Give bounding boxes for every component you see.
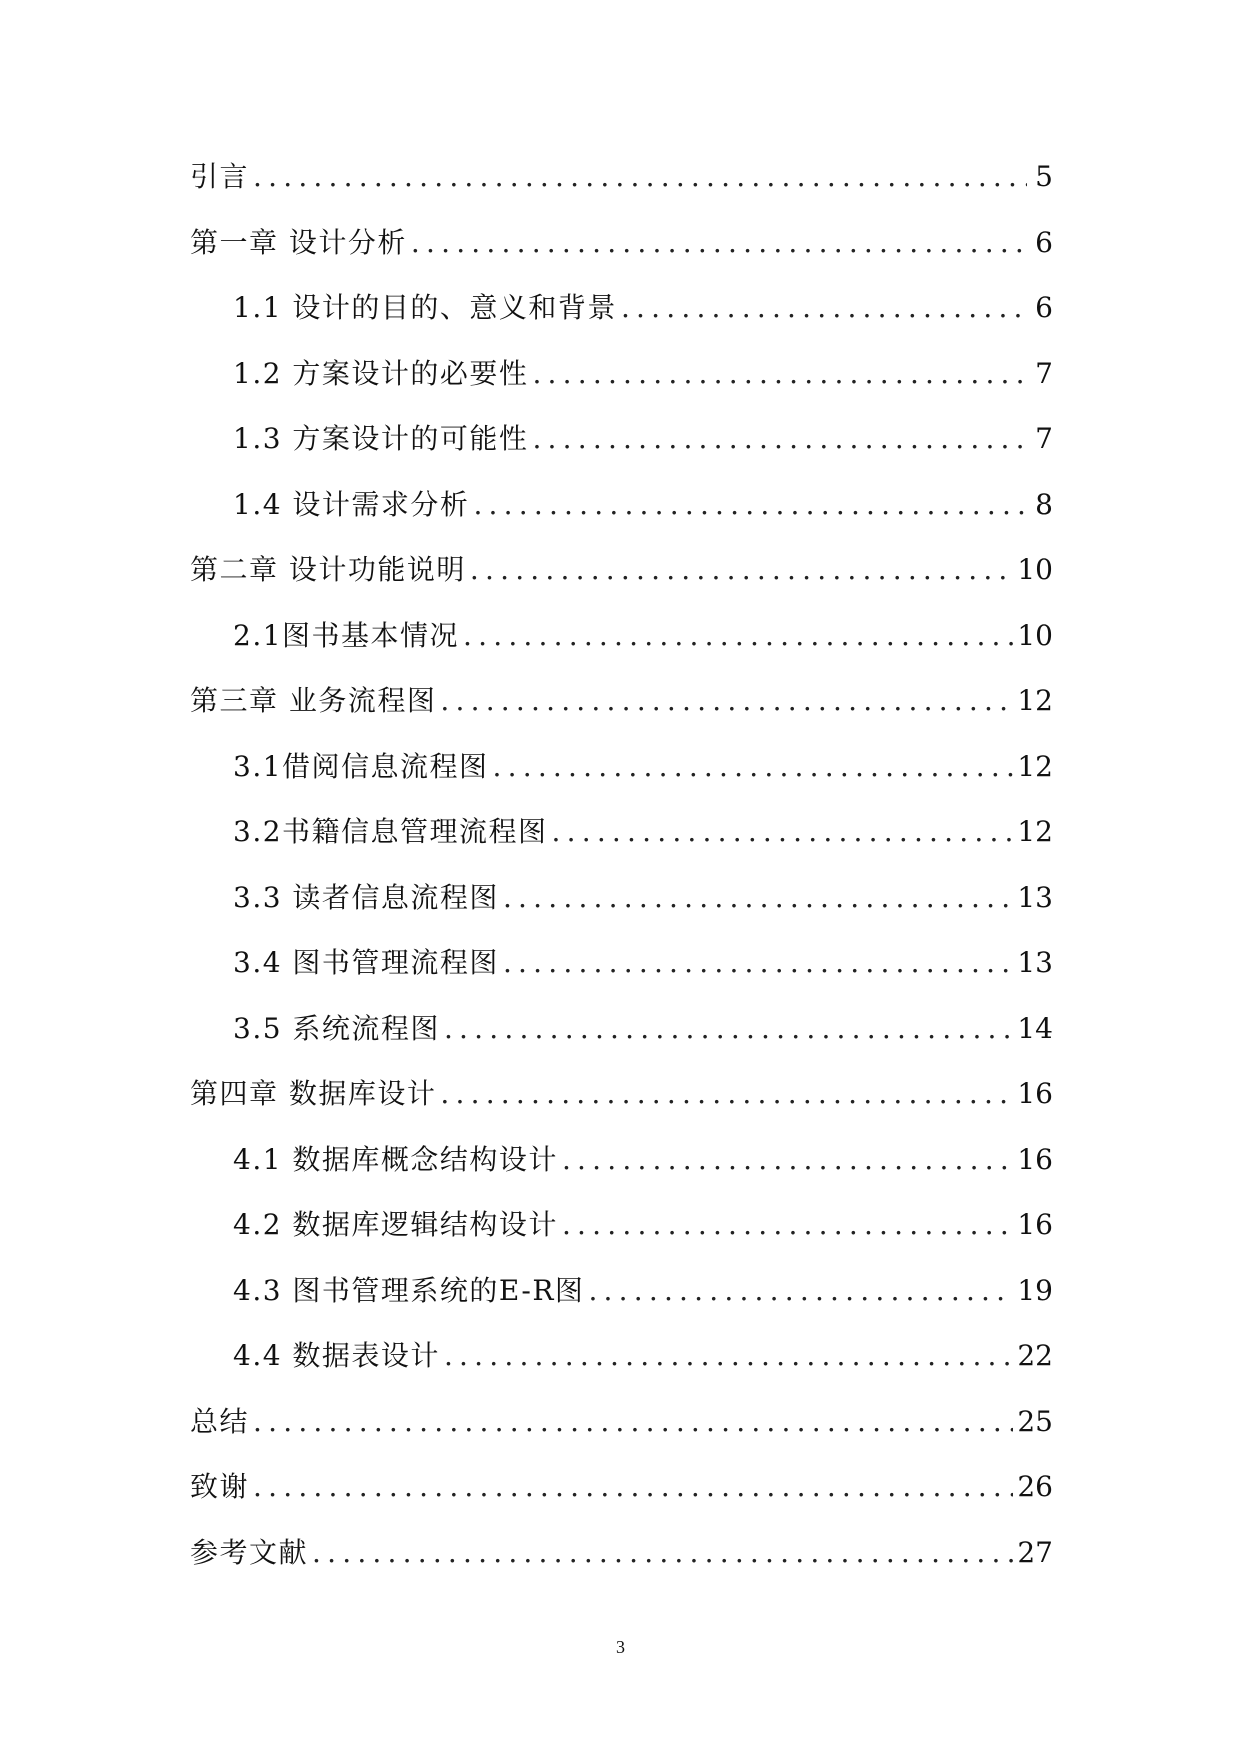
toc-entry-page: 12 (1017, 749, 1053, 783)
toc-leader-dots (440, 1077, 1013, 1110)
toc-entry-page: 5 (1035, 160, 1053, 193)
toc-entry-label: 第四章 数据库设计 (190, 1077, 437, 1110)
toc-entry-page: 10 (1017, 553, 1053, 586)
toc-entry[interactable] (190, 745, 1053, 811)
toc-leader-dots (562, 1143, 1013, 1176)
toc-entry-label: 4.4 数据表设计 (233, 1339, 440, 1372)
toc-leader-dots (411, 226, 1027, 259)
toc-entry-page: 8 (1035, 487, 1053, 521)
toc-leader-dots (503, 881, 1013, 914)
toc-entry[interactable] (190, 1400, 1053, 1466)
toc-leader-dots (253, 1470, 1013, 1503)
toc-entry-page: 13 (1017, 880, 1053, 914)
toc-entry[interactable] (190, 1138, 1053, 1204)
toc-entry-page: 12 (1017, 684, 1053, 717)
toc-entry-label: 4.1 数据库概念结构设计 (233, 1142, 558, 1176)
toc-leader-dots (532, 357, 1027, 390)
toc-entry[interactable] (190, 286, 1053, 352)
toc-leader-dots (532, 422, 1027, 455)
toc-entry-page: 25 (1017, 1404, 1053, 1438)
toc-entry-label: 3.5 系统流程图 (233, 1011, 440, 1045)
toc-leader-dots (470, 553, 1013, 586)
toc-entry[interactable] (190, 1465, 1053, 1531)
toc-entry-page: 13 (1017, 946, 1053, 979)
toc-leader-dots (493, 750, 1014, 783)
toc-entry[interactable] (190, 1269, 1053, 1335)
toc-leader-dots (588, 1274, 1013, 1307)
toc-leader-dots (253, 160, 1027, 193)
toc-leader-dots (621, 291, 1027, 324)
toc-leader-dots (562, 1208, 1013, 1241)
toc-leader-dots (552, 815, 1014, 848)
toc-entry[interactable] (190, 1072, 1053, 1138)
toc-entry-page: 6 (1035, 291, 1053, 324)
toc-entry[interactable] (190, 1531, 1053, 1597)
toc-entry-page: 16 (1017, 1142, 1053, 1176)
toc-entry[interactable] (190, 417, 1053, 483)
toc-entry[interactable] (190, 810, 1053, 876)
toc-leader-dots (473, 488, 1027, 521)
toc-entry-page: 14 (1017, 1011, 1053, 1045)
toc-entry[interactable] (190, 221, 1053, 287)
toc-entry-label: 4.3 图书管理系统的E-R图 (233, 1273, 585, 1307)
toc-entry[interactable] (190, 679, 1053, 745)
toc-entry-page: 22 (1017, 1339, 1053, 1372)
page-number: 3 (616, 1637, 625, 1657)
toc-entry-page: 27 (1017, 1535, 1053, 1569)
toc-entry[interactable] (190, 1007, 1053, 1073)
toc-entry-page: 12 (1017, 815, 1053, 848)
table-of-contents (190, 155, 1053, 1596)
toc-entry[interactable] (190, 352, 1053, 418)
toc-entry-page: 7 (1035, 356, 1053, 390)
toc-entry[interactable] (190, 155, 1053, 221)
toc-entry-page: 7 (1035, 422, 1053, 455)
toc-entry-page: 19 (1017, 1273, 1053, 1307)
toc-leader-dots (253, 1405, 1013, 1438)
toc-entry[interactable] (190, 1334, 1053, 1400)
toc-entry-label: 致谢 (190, 1470, 250, 1503)
toc-entry-label: 第二章 设计功能说明 (190, 553, 466, 586)
toc-entry-page: 16 (1017, 1077, 1053, 1110)
toc-entry-label: 3.1借阅信息流程图 (233, 749, 489, 783)
toc-entry-label: 总结 (190, 1404, 250, 1438)
toc-leader-dots (440, 684, 1013, 717)
toc-entry-page: 26 (1017, 1470, 1053, 1503)
toc-entry-label: 4.2 数据库逻辑结构设计 (233, 1208, 558, 1241)
toc-entry-label: 参考文献 (190, 1535, 309, 1569)
toc-leader-dots (503, 946, 1013, 979)
toc-entry-label: 1.4 设计需求分析 (233, 487, 470, 521)
toc-entry[interactable] (190, 1203, 1053, 1269)
toc-entry[interactable] (190, 548, 1053, 614)
toc-entry-label: 3.4 图书管理流程图 (233, 946, 499, 979)
toc-leader-dots (312, 1536, 1013, 1569)
toc-entry-label: 第三章 业务流程图 (190, 684, 437, 717)
toc-entry-label: 3.2书籍信息管理流程图 (233, 815, 548, 848)
toc-entry-label: 引言 (190, 160, 250, 193)
toc-leader-dots (444, 1012, 1013, 1045)
toc-entry[interactable] (190, 941, 1053, 1007)
toc-leader-dots (444, 1339, 1013, 1372)
toc-leader-dots (463, 619, 1013, 652)
toc-entry-page: 16 (1017, 1208, 1053, 1241)
toc-entry-page: 10 (1017, 618, 1053, 652)
toc-entry[interactable] (190, 614, 1053, 680)
toc-entry-label: 1.3 方案设计的可能性 (233, 422, 529, 455)
toc-entry[interactable] (190, 876, 1053, 942)
toc-entry-label: 2.1图书基本情况 (233, 618, 460, 652)
toc-entry-label: 3.3 读者信息流程图 (233, 880, 499, 914)
toc-entry-page: 6 (1035, 225, 1053, 259)
toc-entry-label: 1.1 设计的目的、意义和背景 (233, 291, 617, 324)
toc-entry-label: 第一章 设计分析 (190, 225, 407, 259)
toc-entry-label: 1.2 方案设计的必要性 (233, 356, 529, 390)
toc-entry[interactable] (190, 483, 1053, 549)
